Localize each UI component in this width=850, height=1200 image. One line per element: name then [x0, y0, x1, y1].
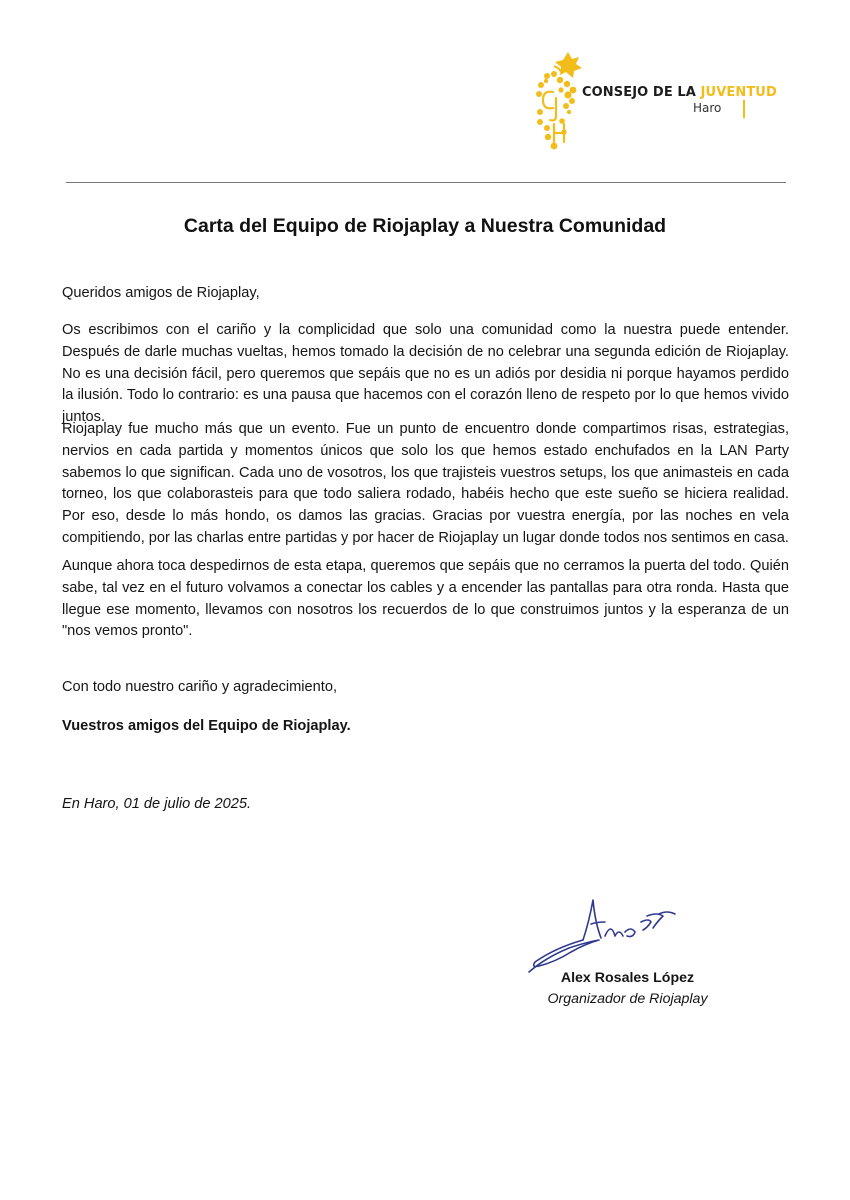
letter-title: Carta del Equipo de Riojaplay a Nuestra Comunidad [183, 215, 667, 237]
place-date: En Haro, 01 de julio de 2025. [62, 796, 252, 812]
logo-accent-bar [743, 100, 745, 118]
handwritten-signature [525, 892, 695, 977]
letter-paragraph-3: Aunque ahora toca despedirnos de esta etapa, queremos que sepáis que no cerramos la puerta del todo. Quién sabe, tal vez en el futuro volvamos a conectar los cables y a encender las pantallas para otra ronda. Hasta que llegue ese momento, llevamos con nosotros los recuerdos de lo que construimos juntos y la esperanza de un "nos vemos pronto". [62, 558, 789, 640]
grape-bunch-icon [532, 50, 582, 152]
letter-paragraph-2: Riojaplay fue mucho más que un evento. Fue un punto de encuentro donde compartimos risas, estrategias, nervios en cada partida y momentos únicos que solo los que hemos estado enchufados en la LAN Party sabemos lo que significan. Cada uno de vosotros, los que trajisteis vuestros setups, los que animasteis en cada torneo, los que colaborasteis para que todo saliera rodado, habéis hecho que este sueño se hiciera realidad. Por eso, desde lo más hondo, os damos las gracias. Gracias por vuestra energía, por las noches en vela compitiendo, por las charlas entre partidas y por hacer de Riojaplay un lugar donde todos nos sentimos en casa. [62, 421, 789, 546]
signer-role: Organizador de Riojaplay [547, 991, 708, 1007]
organization-location: Haro [693, 101, 722, 115]
signer-name: Alex Rosales López [560, 970, 695, 986]
letter-paragraph-1: Os escribimos con el cariño y la complicidad que solo una comunidad como la nuestra puede entender. Después de darle muchas vueltas, hemos tomado la decisión de no celebrar una segunda edición de Riojaplay. No es una decisión fácil, pero queremos que sepáis que no es un adiós por desidia ni porque hayamos perdido la ilusión. Todo lo contrario: es una pausa que hacemos con el corazón lleno de respeto por lo que hemos vivido juntos. [62, 322, 789, 426]
signoff-line: Vuestros amigos del Equipo de Riojaplay. [62, 718, 351, 734]
closing-line: Con todo nuestro cariño y agradecimiento, [62, 679, 338, 695]
vine-leaf-icon [555, 52, 582, 78]
organization-name: CONSEJO DE LA JUVENTUD [582, 85, 777, 100]
organization-logo [532, 50, 777, 152]
header-divider [66, 182, 786, 183]
salutation: Queridos amigos de Riojaplay, [62, 285, 260, 301]
